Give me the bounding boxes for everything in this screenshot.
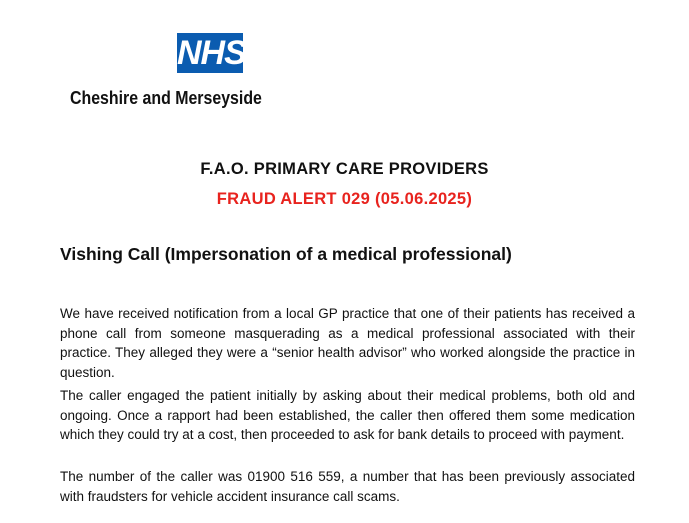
alert-title: FRAUD ALERT 029 (05.06.2025) <box>216 190 473 208</box>
body-paragraph: We have received notification from a local GP practice that one of their patients has received a phone call from someone masquerading as a medical professional associated with their practice. They alleged they were a “senior health advisor” who worked alongside the practice in question. <box>60 306 635 380</box>
body-paragraph: The number of the caller was 01900 516 559, a number that has been previously associated with fraudsters for vehicle accident insurance call scams. <box>60 469 635 504</box>
nhs-logo-box: NHS <box>177 34 246 72</box>
body-paragraph: The caller engaged the patient initially by asking about their medical problems, both old and ongoing. Once a rapport had been established, the caller then offered them some medication which they could try at a cost, then proceeded to ask for bank details to proceed with payment. <box>60 388 635 442</box>
alert-subject: Vishing Call (Impersonation of a medical professional) <box>60 244 512 264</box>
organisation-name: Cheshire and Merseyside <box>70 87 262 108</box>
document-heading: F.A.O. PRIMARY CARE PROVIDERS <box>200 160 489 178</box>
